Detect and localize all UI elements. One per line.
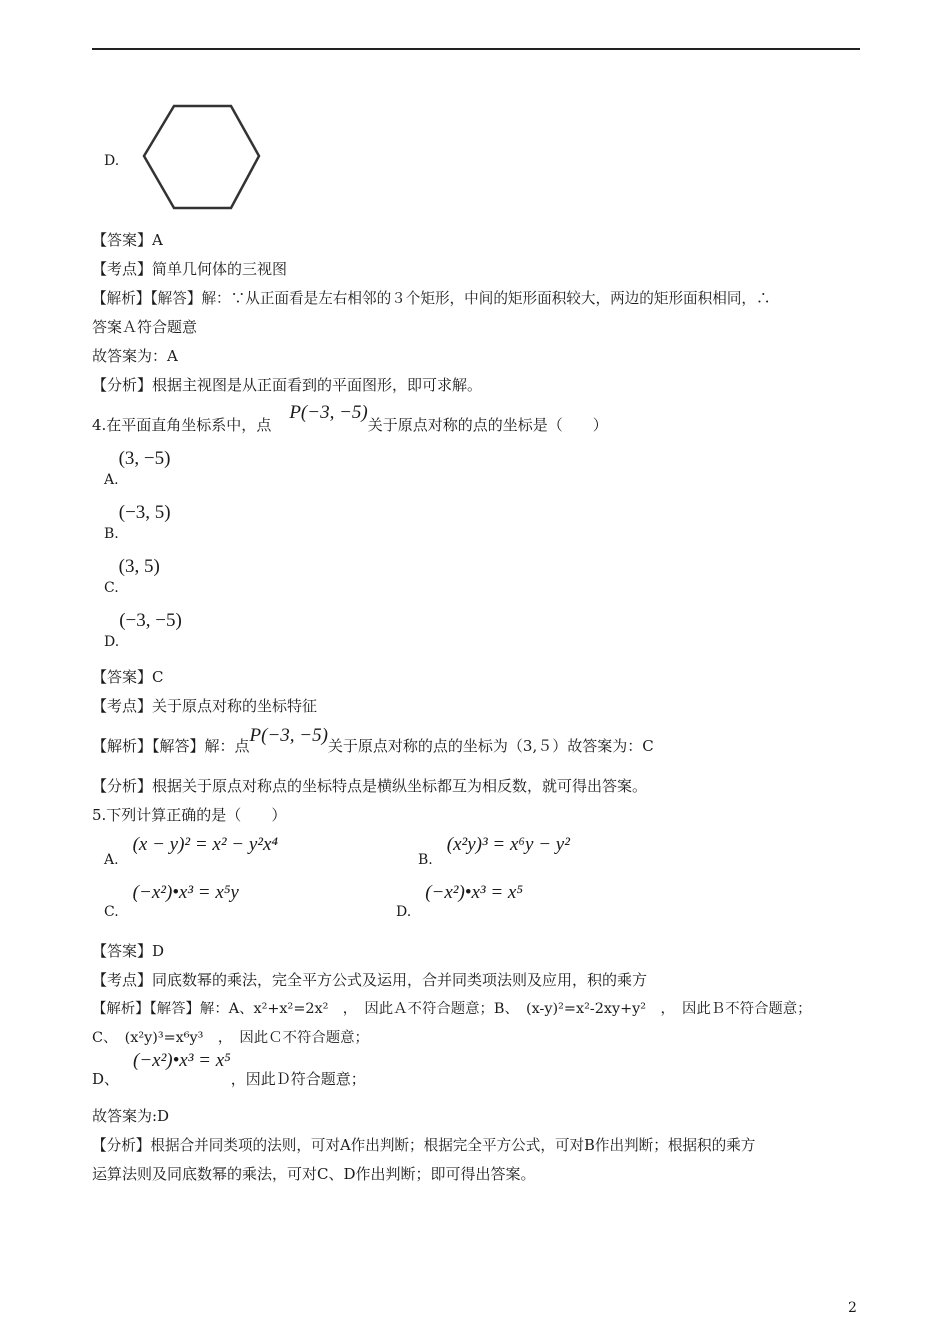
q4-jiexi-point: P(−3, −5) <box>249 725 328 746</box>
q5-jiexi-d <box>92 1050 366 1088</box>
q5-fenxi-line1: 【分析】根据合并同类项的法则，可对A作出判断；根据完全平方公式，可对B作出判断；根据积的乘方 <box>92 1137 756 1154</box>
option-label: B. <box>418 852 433 868</box>
option-label: A. <box>104 852 119 868</box>
q4-answer: 【答案】C <box>92 668 164 686</box>
hexagon-figure <box>140 102 264 212</box>
option-label: D. <box>104 634 120 650</box>
q5-option-d <box>396 882 523 920</box>
q4-stem-prefix: 4.在平面直角坐标系中，点 <box>92 416 272 434</box>
q3-answer: 【答案】A <box>92 231 163 249</box>
q4-option-c <box>104 556 160 596</box>
q5-option-c <box>104 882 239 920</box>
option-expr: (−3, 5) <box>118 502 171 523</box>
q4-jiexi-prefix: 【解析】【解答】解：点 <box>92 737 250 755</box>
q4-jiexi <box>92 725 654 757</box>
q4-stem-suffix: 关于原点对称的点的坐标是（ ） <box>367 416 608 434</box>
q4-stem <box>92 402 608 436</box>
q5-kaodian: 【考点】同底数幂的乘法，完全平方公式及运用，合并同类项法则及应用，积的乘方 <box>92 971 648 989</box>
q4-option-b <box>104 502 171 542</box>
option-expr: (x − y)² = x² − y²x⁴ <box>132 834 279 855</box>
option-label: C. <box>104 904 119 920</box>
q3-jiexi-line2: 答案Ａ符合题意 <box>92 318 198 336</box>
q3-jiexi-line1: 【解析】【解答】解：∵从正面看是左右相邻的３个矩形，中间的矩形面积较大，两边的矩形面积相同，∴ <box>92 290 771 307</box>
q5-option-b <box>418 834 570 868</box>
option-expr: (3, −5) <box>118 448 171 469</box>
q5-answer: 【答案】D <box>92 942 165 960</box>
q4-kaodian: 【考点】关于原点对称的坐标特征 <box>92 697 318 715</box>
q5-jiexi-d-expr: (−x²)•x³ = x⁵ <box>133 1050 231 1071</box>
q5-jiexi-c: C、 (x²y)³=x⁶y³ ， 因此Ｃ不符合题意； <box>92 1030 369 1046</box>
page-number: 2 <box>848 1300 857 1316</box>
q5-conclusion: 故答案为:D <box>92 1107 170 1125</box>
q5-jiexi-d-label: D、 <box>92 1070 120 1088</box>
q5-jiexi-d-suffix: ，因此Ｄ符合题意； <box>230 1070 366 1088</box>
header-rule <box>92 48 860 50</box>
q4-jiexi-suffix: 关于原点对称的点的坐标为（3,５）故答案为：C <box>327 737 654 755</box>
q3-fenxi: 【分析】根据主视图是从正面看到的平面图形，即可求解。 <box>92 376 483 394</box>
q5-stem: 5.下列计算正确的是（ ） <box>92 806 287 824</box>
q4-fenxi: 【分析】根据关于原点对称点的坐标特点是横纵坐标都互为相反数，就可得出答案。 <box>92 777 648 795</box>
q4-option-a <box>104 448 171 488</box>
option-expr: (−x²)•x³ = x⁵y <box>132 882 239 903</box>
option-expr: (−x²)•x³ = x⁵ <box>425 882 523 903</box>
option-label: B. <box>104 526 119 542</box>
option-label: C. <box>104 580 119 596</box>
option-label: D. <box>396 904 412 920</box>
q5-jiexi-a: 【解析】【解答】解：A、x²+x²=2x² ， 因此Ａ不符合题意；B、 (x-y)²=x²-2xy+y² ， 因此Ｂ不符合题意； <box>92 1001 812 1017</box>
q3-conclusion: 故答案为：A <box>92 347 178 365</box>
q3-option-d-label: D. <box>104 153 120 169</box>
option-label: A. <box>104 472 119 488</box>
q4-point-expr: P(−3, −5) <box>289 402 368 423</box>
option-expr: (x²y)³ = x⁶y − y² <box>446 834 570 855</box>
q4-option-d <box>104 610 182 650</box>
option-expr: (−3, −5) <box>119 610 182 631</box>
q5-fenxi-line2: 运算法则及同底数幂的乘法，可对C、D作出判断；即可得出答案。 <box>92 1165 536 1183</box>
q5-option-a <box>104 834 279 868</box>
q3-kaodian: 【考点】简单几何体的三视图 <box>92 260 288 278</box>
option-expr: (3, 5) <box>118 556 160 577</box>
